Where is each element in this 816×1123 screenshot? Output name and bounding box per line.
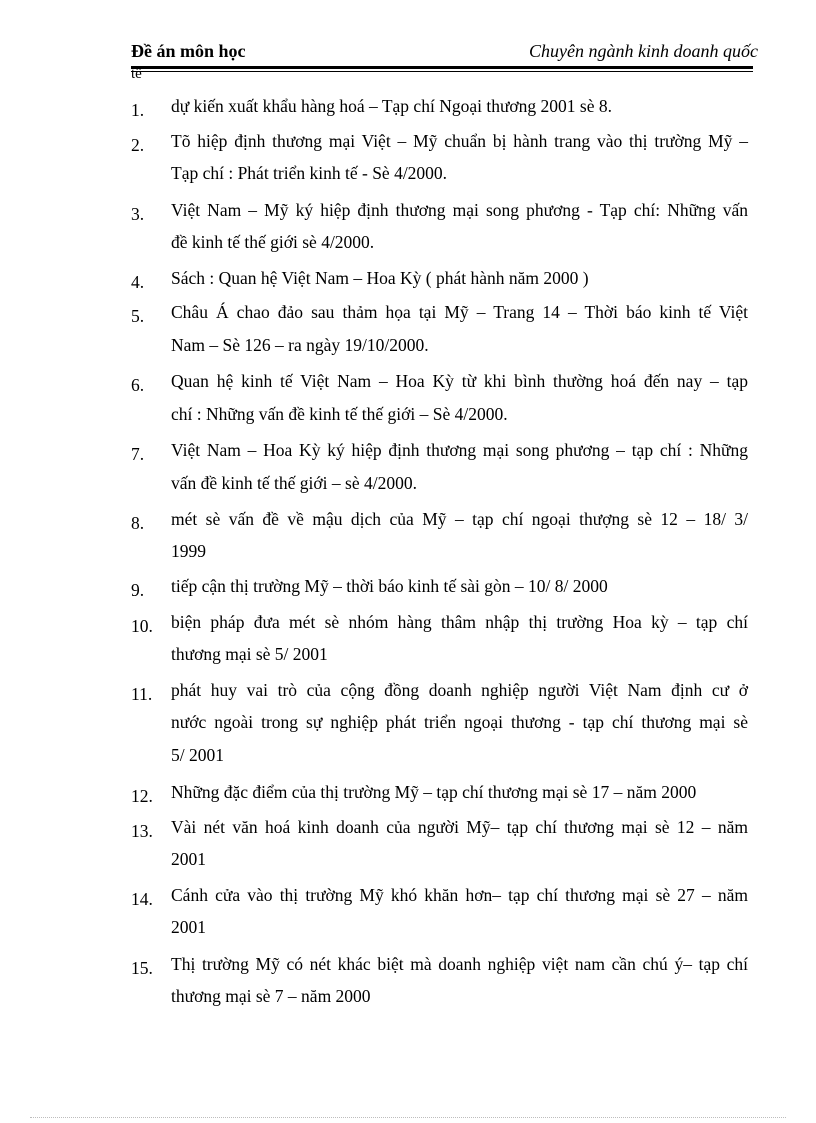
reference-text-line: Sách : Quan hệ Việt Nam – Hoa Kỳ ( phát hành năm 2000 ) xyxy=(171,268,589,288)
reference-text-line: Châu Á chao đảo sau thảm họa tại Mỹ – Trang 14 – Thời báo kinh tế Việt xyxy=(171,302,748,322)
reference-text-line: Tõ hiệp định thương mại Việt – Mỹ chuẩn bị hành trang vào thị trường Mỹ – xyxy=(171,131,748,151)
reference-text-line: Nam – Sè 126 – ra ngày 19/10/2000. xyxy=(171,335,429,355)
reference-number: 1. xyxy=(131,100,145,120)
header-rule-thin xyxy=(131,71,753,72)
reference-text-line: Quan hệ kinh tế Việt Nam – Hoa Kỳ từ khi bình thường hoá đến nay – tạp xyxy=(171,371,748,391)
reference-text-line: Việt Nam – Mỹ ký hiệp định thương mại song phương - Tạp chí: Những vấn xyxy=(171,200,748,220)
reference-number: 13. xyxy=(131,821,153,841)
reference-text-line: 5/ 2001 xyxy=(171,745,224,765)
reference-text-line: Việt Nam – Hoa Kỳ ký hiệp định thương mại song phương – tạp chí : Những xyxy=(171,440,748,460)
reference-number: 15. xyxy=(131,958,153,978)
reference-text-line: phát huy vai trò của cộng đồng doanh nghiệp người Việt Nam định cư ở xyxy=(171,680,748,700)
reference-text-line: 2001 xyxy=(171,917,206,937)
header-rule-thick xyxy=(131,66,753,69)
reference-number: 11. xyxy=(131,684,153,704)
header-subject: Chuyên ngành kinh doanh quốc xyxy=(529,41,758,61)
reference-text-line: Thị trường Mỹ có nét khác biệt mà doanh nghiệp việt nam cần chú ý– tạp chí xyxy=(171,954,748,974)
reference-text-line: dự kiến xuất khẩu hàng hoá – Tạp chí Ngoại thương 2001 sè 8. xyxy=(171,96,613,116)
reference-number: 4. xyxy=(131,272,145,292)
reference-number: 8. xyxy=(131,513,145,533)
reference-text-line: nước ngoài trong sự nghiệp phát triển ngoại thương - tạp chí thương mại sè xyxy=(171,712,748,732)
reference-number: 6. xyxy=(131,375,145,395)
reference-text-line: thương mại sè 5/ 2001 xyxy=(171,644,328,664)
page-bottom-border xyxy=(30,1117,786,1118)
reference-text-line: tiếp cận thị trường Mỹ – thời báo kinh tế sài gòn – 10/ 8/ 2000 xyxy=(171,576,608,596)
reference-number: 14. xyxy=(131,889,153,909)
reference-text-line: đề kinh tế thế giới sè 4/2000. xyxy=(171,232,375,252)
reference-text-line: 2001 xyxy=(171,849,206,869)
reference-number: 5. xyxy=(131,306,145,326)
reference-number: 3. xyxy=(131,204,145,224)
header-subject-wrap: tế xyxy=(131,66,142,82)
reference-text-line: vấn đề kinh tế thế giới – sè 4/2000. xyxy=(171,473,417,493)
reference-text-line: biện pháp đưa mét sè nhóm hàng thâm nhập thị trường Hoa kỳ – tạp chí xyxy=(171,612,748,632)
reference-text-line: 1999 xyxy=(171,541,206,561)
reference-text-line: mét sè vấn đề về mậu dịch của Mỹ – tạp chí ngoại thượng sè 12 – 18/ 3/ xyxy=(171,509,748,529)
reference-number: 9. xyxy=(131,580,145,600)
reference-number: 12. xyxy=(131,786,153,806)
reference-text-line: Những đặc điểm của thị trường Mỹ – tạp chí thương mại sè 17 – năm 2000 xyxy=(171,782,697,802)
header-title: Đề án môn học xyxy=(131,41,246,61)
reference-number: 2. xyxy=(131,135,145,155)
reference-text-line: Vài nét văn hoá kinh doanh của người Mỹ– tạp chí thương mại sè 12 – năm xyxy=(171,817,748,837)
reference-text-line: Tạp chí : Phát triển kinh tế - Sè 4/2000. xyxy=(171,163,448,183)
reference-number: 10. xyxy=(131,616,153,636)
reference-text-line: Cánh cửa vào thị trường Mỹ khó khăn hơn– tạp chí thương mại sè 27 – năm xyxy=(171,885,748,905)
reference-number: 7. xyxy=(131,444,145,464)
reference-text-line: thương mại sè 7 – năm 2000 xyxy=(171,986,371,1006)
reference-text-line: chí : Những vấn đề kinh tế thế giới – Sè 4/2000. xyxy=(171,404,508,424)
